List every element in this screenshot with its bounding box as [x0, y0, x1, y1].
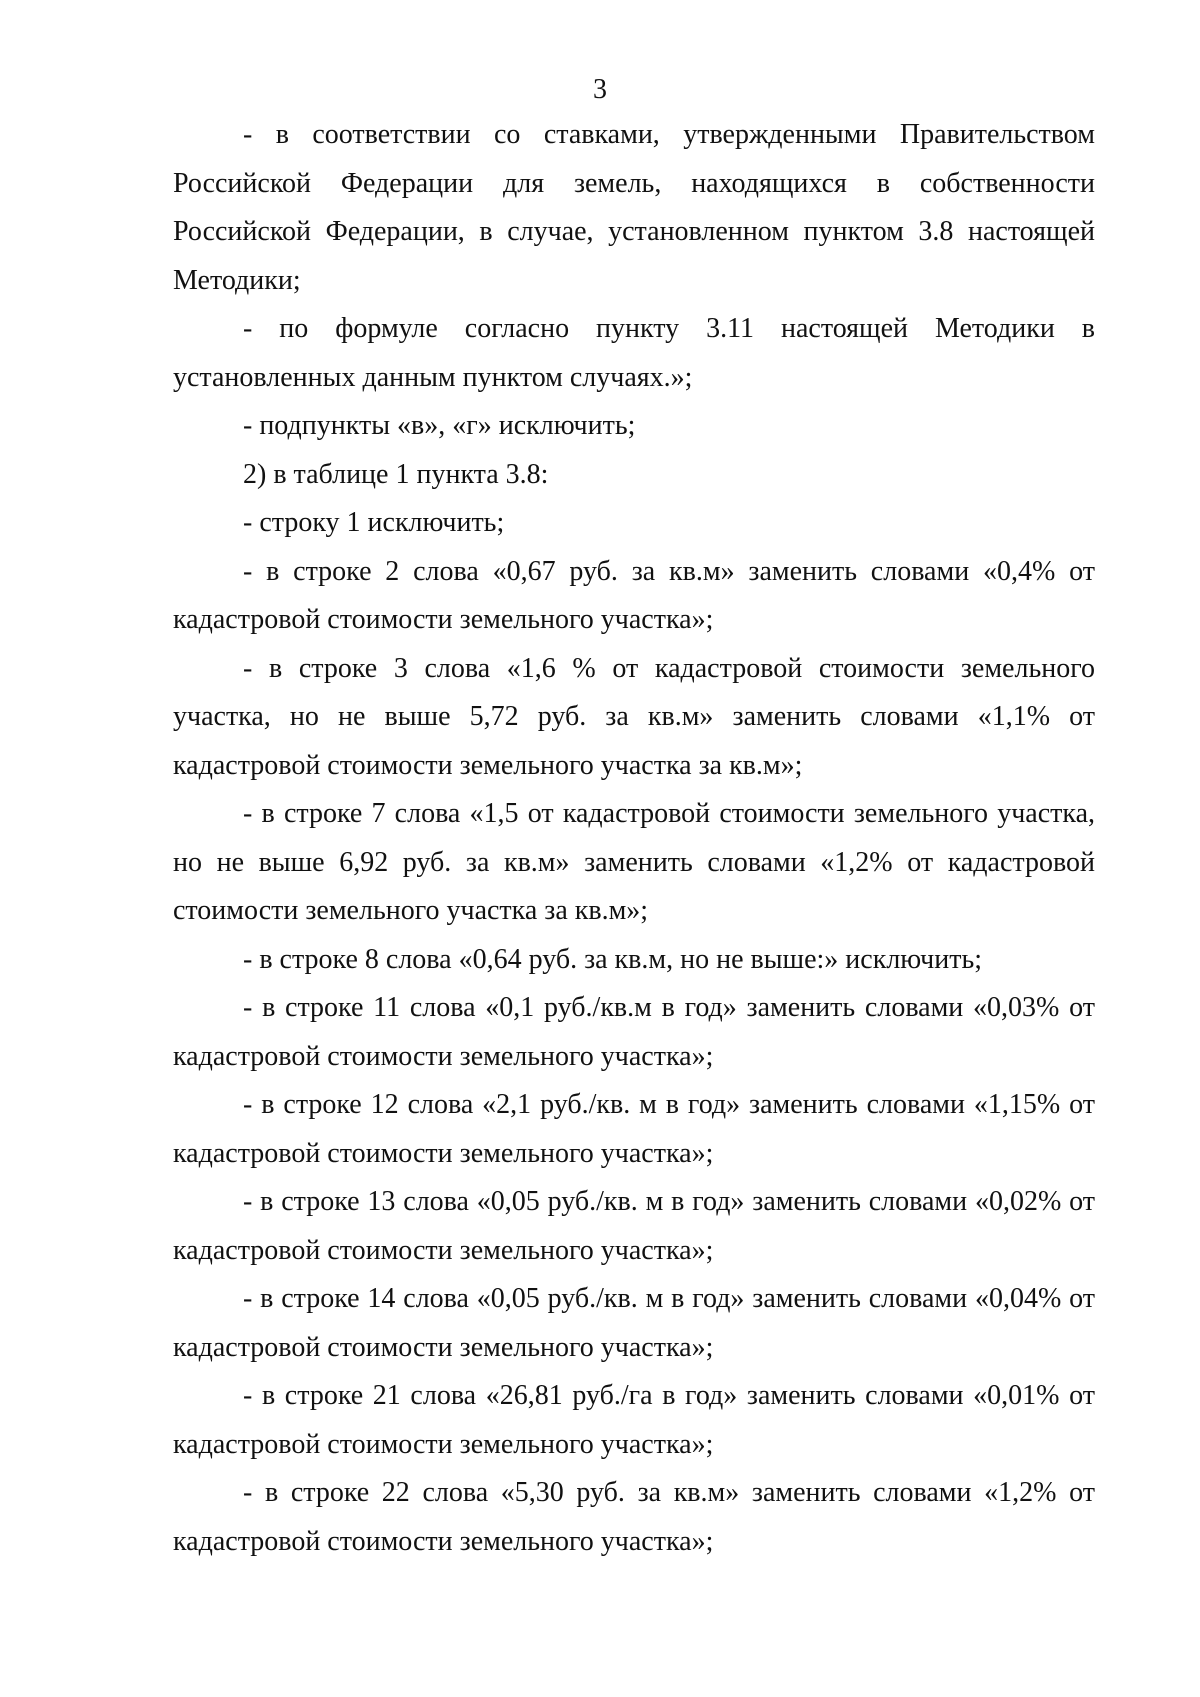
paragraph-row-3: - в строке 3 слова «1,6 % от кадастровой стоимости земельного участка, но не выше 5,72 руб. за кв.м» заменить словами «1,1% от кадастровой стоимости земельного участка за кв.м»;	[173, 652, 1095, 781]
paragraph-row-11: - в строке 11 слова «0,1 руб./кв.м в год» заменить словами «0,03% от кадастровой стоимости земельного участка»;	[173, 992, 1095, 1072]
page-number: 3	[593, 74, 607, 105]
paragraph-subitems-exclude: - подпункты «в», «г» исключить;	[243, 410, 636, 441]
paragraph-rates-government: - в соответствии со ставками, утвержденными Правительством Российской Федерации для земель, находящихся в собственности Российской Федерации, в случае, установленном пунктом 3.8 настоящей Методики;	[173, 119, 1095, 296]
paragraph-row-1: - строку 1 исключить;	[243, 507, 505, 538]
paragraph-row-13: - в строке 13 слова «0,05 руб./кв. м в год» заменить словами «0,02% от кадастровой стоимости земельного участка»;	[173, 1186, 1095, 1266]
document-body	[173, 111, 1095, 1566]
paragraph-row-12: - в строке 12 слова «2,1 руб./кв. м в год» заменить словами «1,15% от кадастровой стоимости земельного участка»;	[173, 1089, 1095, 1169]
paragraph-formula: - по формуле согласно пункту 3.11 настоящей Методики в установленных данным пунктом случаях.»;	[173, 313, 1095, 393]
paragraph-row-22: - в строке 22 слова «5,30 руб. за кв.м» заменить словами «1,2% от кадастровой стоимости земельного участка»;	[173, 1477, 1095, 1557]
paragraph-row-14: - в строке 14 слова «0,05 руб./кв. м в год» заменить словами «0,04% от кадастровой стоимости земельного участка»;	[173, 1283, 1095, 1363]
paragraph-row-21: - в строке 21 слова «26,81 руб./га в год» заменить словами «0,01% от кадастровой стоимости земельного участка»;	[173, 1380, 1095, 1460]
paragraph-row-2: - в строке 2 слова «0,67 руб. за кв.м» заменить словами «0,4% от кадастровой стоимости земельного участка»;	[173, 555, 1095, 635]
paragraph-row-7: - в строке 7 слова «1,5 от кадастровой стоимости земельного участка, но не выше 6,92 руб. за кв.м» заменить словами «1,2% от кадастровой стоимости земельного участка за кв.м»;	[173, 798, 1095, 926]
paragraph-row-8: - в строке 8 слова «0,64 руб. за кв.м, но не выше:» исключить;	[243, 943, 982, 975]
paragraph-table-1: 2) в таблице 1 пункта 3.8:	[243, 458, 549, 490]
